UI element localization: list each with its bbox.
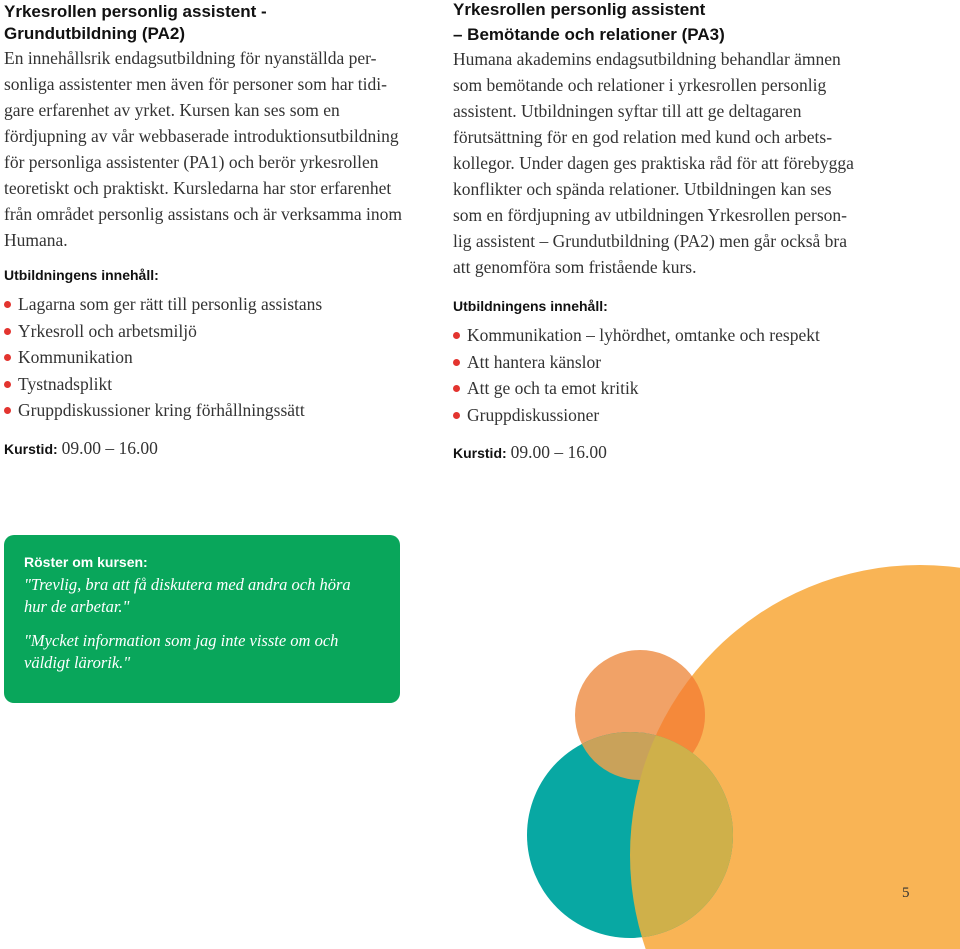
list-item-text: Kommunikation – lyhördhet, omtanke och respekt bbox=[467, 325, 820, 345]
right-body-line: assistent. Utbildningen syftar till att ge deltagaren bbox=[453, 101, 802, 121]
kurstid-label: Kurstid: bbox=[4, 440, 58, 457]
quote-box-title: Röster om kursen: bbox=[24, 554, 148, 570]
quote-line: "Trevlig, bra att få diskutera med andra och höra bbox=[24, 575, 351, 594]
left-body-line: En innehållsrik endagsutbildning för nyanställda per- bbox=[4, 48, 377, 68]
right-body-line: Humana akademins endagsutbildning behandlar ämnen bbox=[453, 49, 841, 69]
kurstid-value: 09.00 – 16.00 bbox=[61, 437, 158, 458]
left-heading-line2: Grundutbildning (PA2) bbox=[4, 24, 185, 43]
quote-line: hur de arbetar." bbox=[24, 597, 130, 616]
right-body-line: som en fördjupning av utbildningen Yrkesrollen person- bbox=[453, 205, 847, 225]
right-body-line: att genomföra som fristående kurs. bbox=[453, 257, 697, 277]
left-body-line: Humana. bbox=[4, 230, 68, 250]
left-body-line: sonliga assistenter men även för personer som har tidi- bbox=[4, 74, 387, 94]
right-body-line: konflikter och spända relationer. Utbildningen kan ses bbox=[453, 179, 832, 199]
list-item-text: Lagarna som ger rätt till personlig assistans bbox=[18, 294, 323, 314]
right-heading-line1: Yrkesrollen personlig assistent bbox=[453, 0, 706, 19]
left-body-line: fördjupning av vår webbaserade introduktionsutbildning bbox=[4, 126, 399, 146]
list-item-text: Kommunikation bbox=[18, 347, 133, 367]
list-item-text: Att hantera känslor bbox=[467, 351, 602, 372]
quote-line: "Mycket information som jag inte visste om och bbox=[24, 631, 339, 650]
list-item-text: Att ge och ta emot kritik bbox=[467, 378, 639, 398]
kurstid-value: 09.00 – 16.00 bbox=[510, 442, 607, 462]
list-item-text: Gruppdiskussioner bbox=[467, 404, 600, 425]
list-item-text: Tystnadsplikt bbox=[18, 373, 113, 394]
left-body-line: teoretiskt och praktiskt. Kursledarna har stor erfarenhet bbox=[4, 178, 392, 198]
right-body-line: som bemötande och relationer i yrkesrollen personlig bbox=[453, 75, 827, 95]
right-body-line: lig assistent – Grundutbildning (PA2) men går också bra bbox=[453, 231, 848, 251]
left-body-line: för personliga assistenter (PA1) och berör yrkesrollen bbox=[4, 152, 379, 172]
right-content-label: Utbildningens innehåll: bbox=[453, 298, 608, 314]
quote-line: väldigt lärorik." bbox=[24, 653, 131, 672]
left-heading-line1: Yrkesrollen personlig assistent - bbox=[4, 2, 267, 21]
list-item-text: Gruppdiskussioner kring förhållningssätt bbox=[18, 400, 305, 420]
kurstid-label: Kurstid: bbox=[453, 445, 507, 461]
right-body-line: förutsättning för en god relation med kund och arbets- bbox=[453, 127, 833, 147]
right-heading-line2: – Bemötande och relationer (PA3) bbox=[453, 25, 725, 44]
page-number: 5 bbox=[902, 885, 910, 901]
right-body-line: kollegor. Under dagen ges praktiska råd för att förebygga bbox=[453, 153, 854, 173]
left-body-line: gare erfarenhet av yrket. Kursen kan ses som en bbox=[4, 100, 340, 120]
left-content-label: Utbildningens innehåll: bbox=[4, 267, 159, 283]
left-body-line: från området personlig assistans och är verksamma inom bbox=[4, 204, 403, 224]
list-item-text: Yrkesroll och arbetsmiljö bbox=[18, 320, 197, 341]
